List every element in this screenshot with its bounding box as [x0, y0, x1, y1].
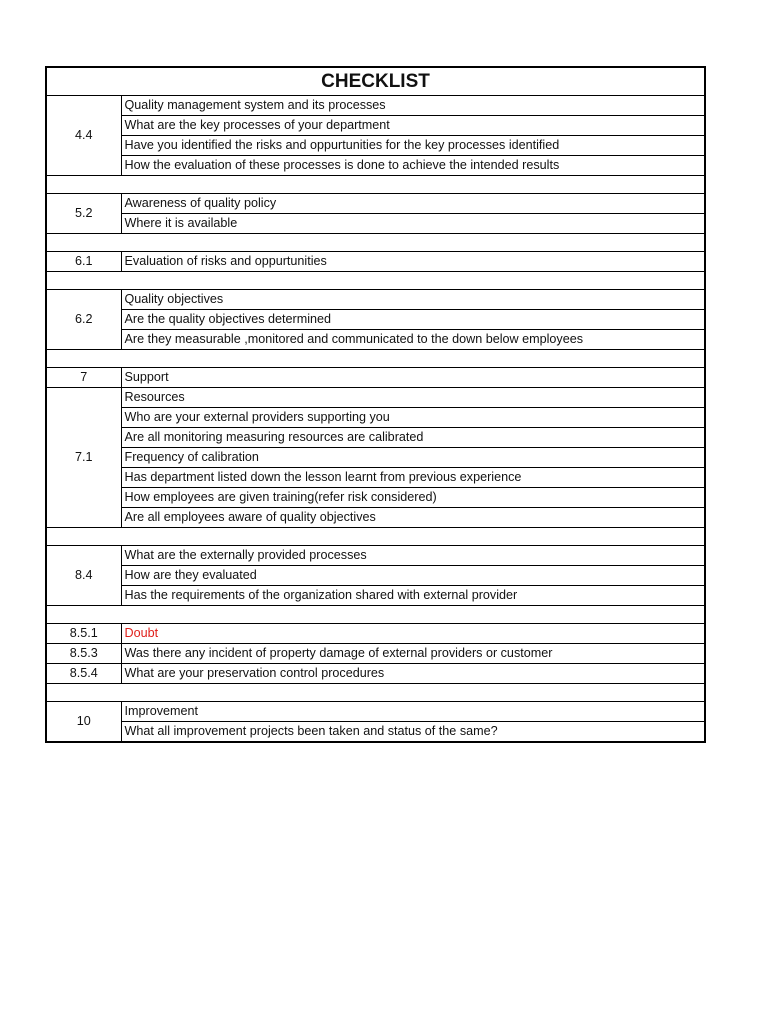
spacer-row [46, 606, 705, 624]
checklist-row [46, 488, 705, 508]
checklist-item: Frequency of calibration [121, 448, 705, 468]
checklist-title: CHECKLIST [46, 67, 705, 96]
checklist-row [46, 136, 705, 156]
checklist-item: Evaluation of risks and oppurtunities [121, 252, 705, 272]
checklist-row [46, 508, 705, 528]
checklist-row [46, 194, 705, 214]
clause-code: 8.5.4 [46, 664, 121, 684]
clause-code: 7.1 [46, 388, 121, 528]
spacer-row [46, 272, 705, 290]
checklist-item: What are your preservation control procedures [121, 664, 705, 684]
spacer-cell [46, 684, 705, 702]
checklist-row [46, 214, 705, 234]
spacer-row [46, 684, 705, 702]
checklist-row [46, 388, 705, 408]
clause-code: 10 [46, 702, 121, 743]
clause-code: 4.4 [46, 96, 121, 176]
title-row [46, 67, 705, 96]
checklist-row [46, 116, 705, 136]
checklist-item: Quality management system and its processes [121, 96, 705, 116]
checklist-row [46, 252, 705, 272]
spacer-cell [46, 176, 705, 194]
checklist-item: Quality objectives [121, 290, 705, 310]
spacer-cell [46, 528, 705, 546]
checklist-table [45, 66, 706, 743]
checklist-item: What all improvement projects been taken and status of the same? [121, 722, 705, 743]
spacer-row [46, 234, 705, 252]
checklist-row [46, 702, 705, 722]
clause-code: 5.2 [46, 194, 121, 234]
checklist-item: What are the externally provided processes [121, 546, 705, 566]
clause-code: 6.2 [46, 290, 121, 350]
checklist-item: Improvement [121, 702, 705, 722]
checklist-row [46, 96, 705, 116]
checklist-item: Doubt [121, 624, 705, 644]
checklist-row [46, 624, 705, 644]
checklist-row [46, 290, 705, 310]
checklist-item: Resources [121, 388, 705, 408]
checklist-item: What are the key processes of your department [121, 116, 705, 136]
checklist-row [46, 722, 705, 743]
spacer-row [46, 350, 705, 368]
checklist-row [46, 664, 705, 684]
spacer-row [46, 528, 705, 546]
checklist-item: Have you identified the risks and oppurtunities for the key processes identified [121, 136, 705, 156]
checklist-row [46, 566, 705, 586]
checklist-row [46, 156, 705, 176]
clause-code: 6.1 [46, 252, 121, 272]
checklist-item: Where it is available [121, 214, 705, 234]
checklist-item: Has department listed down the lesson learnt from previous experience [121, 468, 705, 488]
checklist-row [46, 448, 705, 468]
clause-code: 7 [46, 368, 121, 388]
checklist-row [46, 408, 705, 428]
checklist-item: Who are your external providers supporting you [121, 408, 705, 428]
clause-code: 8.5.1 [46, 624, 121, 644]
checklist-item: Are all monitoring measuring resources are calibrated [121, 428, 705, 448]
checklist-item: Are they measurable ,monitored and communicated to the down below employees [121, 330, 705, 350]
checklist-row [46, 468, 705, 488]
clause-code: 8.5.3 [46, 644, 121, 664]
spacer-row [46, 176, 705, 194]
checklist-row [46, 644, 705, 664]
checklist-row [46, 310, 705, 330]
checklist-row [46, 586, 705, 606]
checklist-row [46, 368, 705, 388]
checklist-row [46, 330, 705, 350]
checklist-item: Support [121, 368, 705, 388]
checklist-item: Awareness of quality policy [121, 194, 705, 214]
checklist-item: Has the requirements of the organization shared with external provider [121, 586, 705, 606]
spacer-cell [46, 234, 705, 252]
spacer-cell [46, 606, 705, 624]
checklist-row [46, 428, 705, 448]
checklist-item: Are the quality objectives determined [121, 310, 705, 330]
checklist-item: How are they evaluated [121, 566, 705, 586]
spacer-cell [46, 350, 705, 368]
checklist-sheet [45, 66, 704, 743]
checklist-row [46, 546, 705, 566]
checklist-item: Was there any incident of property damage of external providers or customer [121, 644, 705, 664]
checklist-item: How employees are given training(refer risk considered) [121, 488, 705, 508]
clause-code: 8.4 [46, 546, 121, 606]
checklist-item: Are all employees aware of quality objectives [121, 508, 705, 528]
spacer-cell [46, 272, 705, 290]
checklist-item: How the evaluation of these processes is done to achieve the intended results [121, 156, 705, 176]
